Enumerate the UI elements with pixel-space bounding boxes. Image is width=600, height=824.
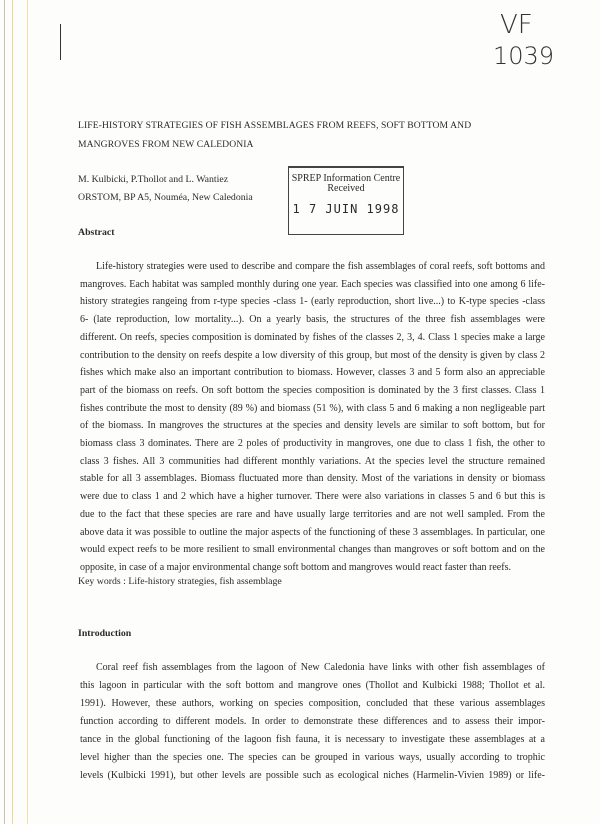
annotation-bottom: 1039 — [493, 42, 555, 70]
text-line: due to the fact that these species are rare and have usually large territories and are not well sampled. From the — [80, 508, 545, 520]
text-line: 6- (late reproduction, low mortality...). On a yearly basis, the structures of the three fish assemblages were — [80, 314, 545, 326]
text-line: level higher than the species one. The species can be grouped in various ways, usually according to trophic — [80, 752, 545, 763]
text-line: 1991). However, these authors, working on species composition, concluded that these various assemblages — [80, 698, 545, 709]
text-line: levels (Kulbicki 1991), but other levels are possible such as ecological niches (Harmelin-Vivien 1989) or life- — [80, 770, 545, 781]
text-line: Life-history strategies were used to describe and compare the fish assemblages of coral reefs, soft bottoms and — [96, 261, 545, 272]
stamp-date: 1 7 JUIN 1998 — [292, 202, 400, 216]
scan-edge — [4, 0, 5, 824]
text-line: Coral reef fish assemblages from the lagoon of New Caledonia have links with other fish assemblages of — [96, 662, 545, 673]
text-line: fishes contribute the most to density (89 %) and biomass (51 %), with class 5 and 6 making a non negligeable part — [80, 402, 545, 414]
stamp-line-1: SPREP Information Centre — [291, 173, 401, 184]
text-line: tance in the global functioning of the lagoon fish fauna, it is necessary to investigate these assemblages at a — [80, 734, 545, 745]
scan-edge — [27, 0, 28, 824]
text-line: contribution to the density on reefs despite a low diversity of this group, but most of the density is given by class 2 — [80, 349, 545, 361]
text-line: were due to class 1 and 2 which have a higher turnover. There were also variations in classes 5 and 6 but this is — [80, 491, 545, 503]
annotation-top: VF — [500, 10, 533, 40]
text-line: would expect reefs to be more resilient to small environmental changes than mangroves or soft bottom and on the — [80, 544, 545, 556]
title-line-2: MANGROVES FROM NEW CALEDONIA — [78, 139, 254, 150]
text-line: opposite, in case of a major environmental change soft bottom and mangroves would react faster than reefs. — [80, 561, 511, 573]
title-line-1: LIFE-HISTORY STRATEGIES OF FISH ASSEMBLAGES FROM REEFS, SOFT BOTTOM AND — [78, 120, 472, 131]
scan-edge — [12, 0, 13, 824]
affiliation: ORSTOM, BP A5, Nouméa, New Caledonia — [78, 192, 253, 203]
introduction-heading: Introduction — [78, 628, 132, 639]
text-line: this lagoon in particular with the soft bottom and mangrove ones (Thollot and Kulbicki 1988; Thollot et al. — [80, 680, 545, 691]
keywords: Key words : Life-history strategies, fish assemblage — [78, 576, 282, 587]
received-stamp — [288, 166, 404, 235]
text-line: mangroves. Each habitat was sampled monthly during one year. Each species was classified into one among 6 life- — [80, 278, 545, 290]
text-line: function according to different models. In order to demonstrate these differences and to assess their impor- — [80, 716, 545, 727]
text-line: history strategies rangeing from r-type species -class 1- (early reproduction, short live...) to K-type species -class — [80, 296, 545, 308]
text-line: above data it was possible to outline the major aspects of the functioning of these 3 assemblages. In particular, one — [80, 526, 545, 538]
text-line: class 3 fishes. All 3 communities had different monthly variations. At the species level the structure remained — [80, 455, 545, 467]
text-line: different. On reefs, species composition is dominated by fishes of the classes 2, 3, 4. Class 1 species make a large — [80, 331, 545, 343]
text-line: fishes which make also an important contribution to biomass. However, classes 3 and 5 form also an appreciable — [80, 367, 545, 379]
hand-mark — [60, 24, 61, 60]
text-line: part of the biomass on reefs. On soft bottom the species composition is dominated by the 3 first classes. Class 1 — [80, 384, 545, 396]
stamp-line-2: Received — [327, 183, 365, 194]
authors: M. Kulbicki, P.Thollot and L. Wantiez — [78, 174, 229, 185]
text-line: stable for all 3 assemblages. Biomass fluctuated more than density. Most of the variations in density or biomass — [80, 473, 545, 485]
text-line: of the biomass. In mangroves the structures at the species and density levels are similar to soft bottom, but for — [80, 420, 545, 432]
text-line: biomass class 3 dominates. There are 2 poles of productivity in mangroves, one due to class 1 fish, the other to — [80, 438, 545, 449]
abstract-heading: Abstract — [78, 227, 115, 238]
